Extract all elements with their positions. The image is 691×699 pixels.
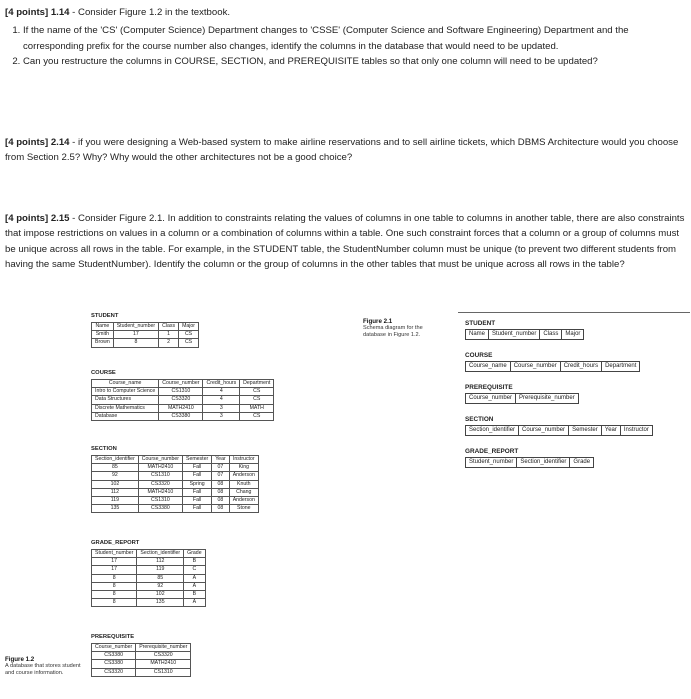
table-cell: 2	[159, 339, 179, 347]
table-row	[92, 331, 199, 339]
table-header-row	[92, 323, 199, 331]
table-name: STUDENT	[91, 313, 119, 319]
figure-caption	[363, 318, 431, 339]
course-table	[91, 379, 274, 421]
table-cell: 4	[203, 388, 240, 396]
table-cell: 8	[92, 582, 137, 590]
schema-columns	[465, 361, 640, 372]
column-header: Credit_hours	[203, 380, 240, 388]
table-cell: King	[229, 464, 258, 472]
table-cell: 3	[203, 412, 240, 420]
table-body	[92, 644, 191, 677]
question-heading: [4 points] 2.15	[5, 213, 70, 224]
table-body	[92, 550, 206, 607]
column-header: Semester	[183, 456, 212, 464]
table-cell: MATH2410	[136, 660, 191, 668]
table-cell: 08	[212, 497, 229, 505]
schema-column: Credit_hours	[561, 361, 602, 372]
grade-report-table	[91, 549, 206, 607]
table-cell: CS1310	[136, 668, 191, 676]
table-cell: 8	[92, 591, 137, 599]
section-table	[91, 455, 259, 513]
table-row	[92, 412, 274, 420]
table-cell: 17	[92, 558, 137, 566]
table-cell: C	[184, 566, 205, 574]
column-header: Class	[159, 323, 179, 331]
table-cell: 4	[203, 396, 240, 404]
column-header: Year	[212, 456, 229, 464]
table-cell: 07	[212, 472, 229, 480]
table-cell: A	[184, 574, 205, 582]
table-name: PREREQUISITE	[91, 634, 135, 640]
schema-column: Course_number	[511, 361, 561, 372]
divider-line	[458, 312, 690, 313]
schema-column: Name	[465, 329, 489, 340]
student-table	[91, 322, 199, 348]
column-header: Course_number	[92, 644, 136, 652]
schema-column: Course_number	[465, 393, 516, 404]
table-row	[92, 505, 259, 513]
table-cell: MATH2410	[138, 464, 182, 472]
table-row	[92, 396, 274, 404]
table-cell: 08	[212, 480, 229, 488]
column-header: Course_number	[138, 456, 182, 464]
schema-column: Course_name	[465, 361, 511, 372]
table-cell: MATH2410	[159, 404, 203, 412]
table-cell: MATH	[240, 404, 274, 412]
table-name: GRADE_REPORT	[91, 540, 140, 546]
table-cell: CS3380	[92, 652, 136, 660]
table-cell: Smith	[92, 331, 114, 339]
table-cell: B	[184, 591, 205, 599]
table-cell: 92	[137, 582, 184, 590]
table-row	[92, 566, 206, 574]
column-header: Course_name	[92, 380, 159, 388]
figure-caption-title: Figure 1.2	[5, 656, 35, 663]
table-cell: Fall	[183, 497, 212, 505]
table-cell: CS	[179, 331, 199, 339]
prerequisite-table	[91, 643, 191, 677]
table-cell: Knuth	[229, 480, 258, 488]
schema-column: Grade	[570, 457, 594, 468]
schema-column: Student_number	[489, 329, 540, 340]
question-item: 1. If the name of the 'CS' (Computer Science) Department changes to 'CSSE' (Computer Science and Software Engineering) Department and the corresponding prefix for the course number also changes, identify the columns in the database that would need to be updated.	[23, 23, 685, 54]
question-1-14	[5, 5, 685, 70]
column-header: Section_identifier	[137, 550, 184, 558]
table-cell: 8	[113, 339, 158, 347]
figure-caption-text: A database that stores student and course information.	[5, 663, 81, 676]
figure-caption	[5, 656, 83, 677]
schema-column: Semester	[569, 425, 602, 436]
schema-column: Course_number	[519, 425, 569, 436]
table-row	[92, 488, 259, 496]
table-row	[92, 668, 191, 676]
table-row	[92, 480, 259, 488]
question-text: - Consider Figure 2.1. In addition to constraints relating the values of columns in one table to columns in another table, there are also constraints that impose restrictions on values in a column or a combination of columns within a table. One such constraint forces that a column or a group of columns must be unique across all rows in the table. For example, in the STUDENT table, the StudentNumber column must be unique (to prevent two different students from having the same StudentNumber). Identify the column or the group of columns in the other tables that must be unique across all rows in the table?	[5, 213, 685, 271]
schema-column: Prerequisite_number	[516, 393, 579, 404]
table-cell: Data Structures	[92, 396, 159, 404]
table-cell: 08	[212, 488, 229, 496]
table-row	[92, 404, 274, 412]
figure-caption-title: Figure 2.1	[363, 318, 393, 325]
table-name: SECTION	[91, 446, 117, 452]
table-row	[92, 497, 259, 505]
table-cell: CS	[240, 412, 274, 420]
table-cell: Fall	[183, 464, 212, 472]
schema-column: Major	[562, 329, 584, 340]
schema-columns	[465, 457, 594, 468]
table-row	[92, 582, 206, 590]
table-cell: CS3320	[159, 396, 203, 404]
question-text: - if you were designing a Web-based system to make airline reservations and to sell airline tickets, which DBMS Architecture would you choose from Section 2.5? Why? Why would the other architectures not be a good choice?	[5, 137, 679, 164]
table-cell: MATH2410	[138, 488, 182, 496]
schema-columns	[465, 393, 579, 404]
question-list	[5, 23, 685, 69]
table-cell: CS3320	[136, 652, 191, 660]
table-row	[92, 558, 206, 566]
schema-column: Department	[602, 361, 640, 372]
schema-name: PREREQUISITE	[465, 384, 513, 391]
table-row	[92, 652, 191, 660]
table-cell: A	[184, 599, 205, 607]
table-cell: A	[184, 582, 205, 590]
question-heading: [4 points] 1.14	[5, 7, 70, 18]
table-header-row	[92, 644, 191, 652]
column-header: Name	[92, 323, 114, 331]
table-cell: CS1310	[138, 497, 182, 505]
table-cell: Stone	[229, 505, 258, 513]
table-row	[92, 464, 259, 472]
table-body	[92, 456, 259, 513]
schema-column: Year	[602, 425, 621, 436]
column-header: Instructor	[229, 456, 258, 464]
table-cell: Fall	[183, 505, 212, 513]
table-cell: CS3380	[138, 505, 182, 513]
table-cell: Spring	[183, 480, 212, 488]
table-cell: 17	[92, 566, 137, 574]
table-header-row	[92, 550, 206, 558]
column-header: Student_number	[92, 550, 137, 558]
table-cell: 8	[92, 599, 137, 607]
table-cell: 3	[203, 404, 240, 412]
question-intro: - Consider Figure 1.2 in the textbook.	[69, 7, 231, 18]
table-cell: 85	[92, 464, 139, 472]
schema-name: STUDENT	[465, 320, 496, 327]
column-header: Prerequisite_number	[136, 644, 191, 652]
schema-column: Instructor	[621, 425, 653, 436]
table-cell: CS1310	[138, 472, 182, 480]
table-row	[92, 388, 274, 396]
table-cell: 135	[137, 599, 184, 607]
column-header: Grade	[184, 550, 205, 558]
table-row	[92, 472, 259, 480]
table-cell: 07	[212, 464, 229, 472]
schema-columns	[465, 329, 584, 340]
schema-column: Section_identifier	[465, 425, 519, 436]
table-cell: 119	[137, 566, 184, 574]
schema-name: COURSE	[465, 352, 493, 359]
table-cell: 102	[92, 480, 139, 488]
table-cell: Anderson	[229, 472, 258, 480]
table-cell: 135	[92, 505, 139, 513]
table-cell: 92	[92, 472, 139, 480]
schema-columns	[465, 425, 653, 436]
column-header: Major	[179, 323, 199, 331]
table-cell: CS	[240, 388, 274, 396]
table-row	[92, 574, 206, 582]
table-name: COURSE	[91, 370, 116, 376]
table-body	[92, 380, 274, 421]
table-cell: 112	[92, 488, 139, 496]
table-cell: Anderson	[229, 497, 258, 505]
schema-name: SECTION	[465, 416, 494, 423]
table-cell: CS3320	[138, 480, 182, 488]
table-cell: Chang	[229, 488, 258, 496]
table-cell: Brown	[92, 339, 114, 347]
column-header: Department	[240, 380, 274, 388]
table-cell: CS	[179, 339, 199, 347]
schema-column: Student_number	[465, 457, 517, 468]
table-cell: Discrete Mathematics	[92, 404, 159, 412]
table-cell: CS3380	[92, 660, 136, 668]
schema-column: Class	[540, 329, 562, 340]
table-cell: CS3380	[159, 412, 203, 420]
table-header-row	[92, 456, 259, 464]
table-cell: 85	[137, 574, 184, 582]
table-cell: 1	[159, 331, 179, 339]
table-cell: CS1310	[159, 388, 203, 396]
table-cell: Fall	[183, 472, 212, 480]
figure-caption-text: Schema diagram for the database in Figure 1.2.	[363, 325, 423, 338]
table-cell: 119	[92, 497, 139, 505]
table-row	[92, 599, 206, 607]
table-cell: CS	[240, 396, 274, 404]
table-cell: 102	[137, 591, 184, 599]
table-cell: 08	[212, 505, 229, 513]
table-cell: Database	[92, 412, 159, 420]
table-cell: 8	[92, 574, 137, 582]
question-2-15	[5, 211, 685, 273]
column-header: Course_number	[159, 380, 203, 388]
table-cell: Intro to Computer Science	[92, 388, 159, 396]
schema-name: GRADE_REPORT	[465, 448, 519, 455]
table-cell: 17	[113, 331, 158, 339]
question-2-14	[5, 135, 685, 166]
table-row	[92, 660, 191, 668]
table-cell: Fall	[183, 488, 212, 496]
table-cell: 112	[137, 558, 184, 566]
table-row	[92, 591, 206, 599]
column-header: Student_number	[113, 323, 158, 331]
question-item: 2. Can you restructure the columns in COURSE, SECTION, and PREREQUISITE tables so that only one column will need to be updated?	[23, 54, 685, 69]
column-header: Section_identifier	[92, 456, 139, 464]
table-row	[92, 339, 199, 347]
table-header-row	[92, 380, 274, 388]
question-heading: [4 points] 2.14	[5, 137, 70, 148]
table-body	[92, 323, 199, 348]
table-cell: CS3320	[92, 668, 136, 676]
table-cell: B	[184, 558, 205, 566]
schema-column: Section_identifier	[517, 457, 570, 468]
